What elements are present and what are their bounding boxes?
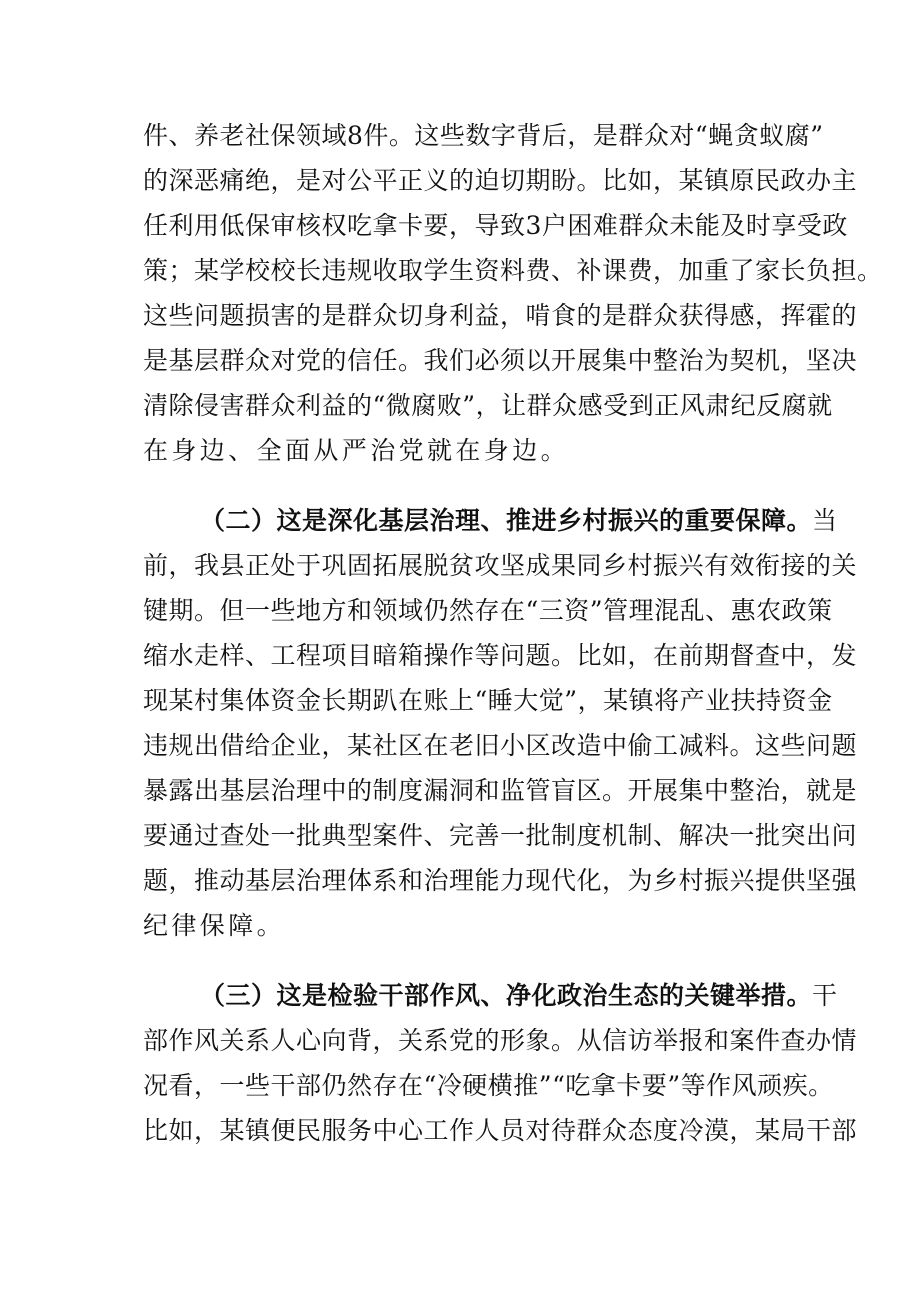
text-line: 清除侵害群众利益的“微腐败”，让群众感受到正风肃纪反腐就 [143, 391, 833, 420]
text-line: 违规出借给企业，某社区在老旧小区改造中偷工减料。这些问题 [143, 731, 858, 760]
section-heading: （三）这是检验干部作风、净化政治生态的关键举措。 [200, 981, 813, 1010]
text-line: 的深恶痛绝，是对公平正义的迫切期盼。比如，某镇原民政办主 [143, 166, 858, 195]
section-first-line [200, 501, 838, 541]
section-first-line [200, 976, 838, 1016]
text-line: 暴露出基层治理中的制度漏洞和监管盲区。开展集中整治，就是 [143, 776, 858, 805]
text-line: 现某村集体资金长期趴在账上“睡大觉”，某镇将产业扶持资金 [143, 686, 833, 715]
text-line: 键期。但一些地方和领域仍然存在“三资”管理混乱、惠农政策 [143, 596, 833, 625]
text-line: 缩水走样、工程项目暗箱操作等问题。比如，在前期督查中，发 [143, 641, 858, 670]
text-line: 比如，某镇便民服务中心工作人员对待群众态度冷漠，某局干部 [143, 1116, 858, 1145]
text-line: 部作风关系人心向背，关系党的形象。从信访举报和案件查办情 [143, 1026, 858, 1055]
text-fragment: 当 [812, 506, 838, 535]
text-line: 是基层群众对党的信任。我们必须以开展集中整治为契机，坚决 [143, 346, 858, 375]
section-heading: （二）这是深化基层治理、推进乡村振兴的重要保障。 [200, 506, 813, 535]
text-line: 件、养老社保领域8件。这些数字背后，是群众对“蝇贪蚁腐” [143, 121, 824, 150]
text-line: 纪律保障。 [143, 911, 286, 940]
text-line: 前，我县正处于巩固拓展脱贫攻坚成果同乡村振兴有效衔接的关 [143, 551, 858, 580]
text-line: 要通过查处一批典型案件、完善一批制度机制、解决一批突出问 [143, 821, 858, 850]
text-line: 题，推动基层治理体系和治理能力现代化，为乡村振兴提供坚强 [143, 866, 858, 895]
text-line: 在身边、全面从严治党就在身边。 [143, 436, 570, 465]
text-line: 任利用低保审核权吃拿卡要，导致3户困难群众未能及时享受政 [143, 211, 848, 240]
text-fragment: 干 [812, 981, 838, 1010]
text-line: 策；某学校校长违规收取学生资料费、补课费，加重了家长负担。 [143, 256, 883, 285]
text-line: 这些问题损害的是群众切身利益，啃食的是群众获得感，挥霍的 [143, 301, 858, 330]
text-line: 况看，一些干部仍然存在“冷硬横推”“吃拿卡要”等作风顽疾。 [143, 1071, 834, 1100]
